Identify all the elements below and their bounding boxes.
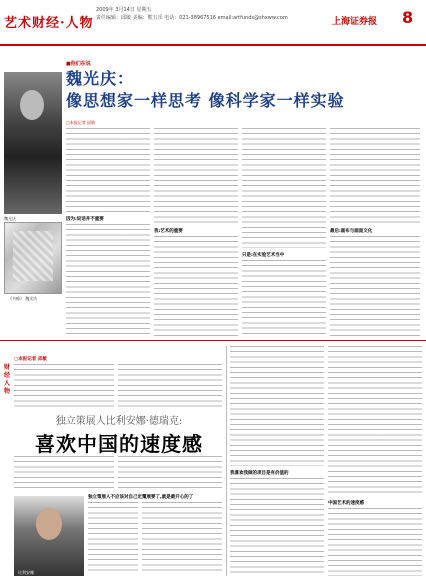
painting-image xyxy=(4,222,62,294)
text-column xyxy=(14,364,114,408)
painting-caption: 《书痴》 魏光庆 xyxy=(8,296,38,301)
text-column xyxy=(230,478,324,576)
text-column xyxy=(66,128,150,214)
text-column xyxy=(88,502,138,574)
article-subhead: 策展要了,就是最开心的了 xyxy=(142,495,194,500)
newspaper-name: 上海证券报 xyxy=(332,17,378,27)
text-column xyxy=(328,508,422,576)
article-headline xyxy=(66,68,416,112)
text-column xyxy=(330,236,420,336)
article-subhead: 因为:说话并不重要 xyxy=(66,217,104,222)
text-column xyxy=(242,128,326,248)
text-column xyxy=(230,346,324,466)
text-column xyxy=(118,456,222,492)
page-number: 8 xyxy=(402,8,414,27)
photo-caption: 比利安娜 xyxy=(18,570,34,575)
article-subhead: 我:艺术的重要 xyxy=(154,229,183,234)
text-column xyxy=(154,128,238,224)
text-column xyxy=(242,260,326,336)
page-header xyxy=(0,0,426,44)
portrait-caption: 魏光庆 xyxy=(4,216,16,221)
article-subhead: 只是:在实验艺术当中 xyxy=(242,253,285,258)
section-title: 艺术财经·人物 xyxy=(4,16,94,31)
portrait-photo xyxy=(4,72,62,214)
text-column xyxy=(330,128,420,224)
column-rule xyxy=(226,346,227,576)
article-subhead: 独立策展人不应该对自己定义 xyxy=(88,495,147,500)
headline-line-2: 像思想家一样思考 像科学家一样实验 xyxy=(66,91,345,110)
article-kicker: ■他们在说 xyxy=(66,61,91,67)
article-byline: □本报记者 邱敏 xyxy=(66,120,96,125)
text-column xyxy=(328,346,422,496)
date-line: 2009年 3月14日 星期五 责任编辑：邱敏 美编：熊五乐 电话：021-38967516 email:artfunds@shxww.com xyxy=(96,7,288,21)
article-headline-small: 独立策展人比利安娜·德瑞克: xyxy=(55,416,183,427)
article-subhead: 最后:画布与画面文化 xyxy=(330,229,373,234)
article-kicker: □本报记者 邱敏 xyxy=(14,357,47,362)
text-column xyxy=(118,364,222,408)
interview-photo xyxy=(14,496,84,576)
article-subhead: 中国艺术的速度感 xyxy=(328,501,364,506)
article-subhead: 我喜欢我做的项目是有价值的 xyxy=(230,471,289,476)
text-column xyxy=(14,456,114,492)
headline-line-1: 魏光庆： xyxy=(66,69,135,88)
text-column xyxy=(142,502,222,574)
section-divider xyxy=(0,340,426,341)
header-divider xyxy=(0,44,426,46)
article-headline: 喜欢中国的速度感 xyxy=(35,432,203,456)
text-column xyxy=(66,224,150,336)
side-label: 财经人物 xyxy=(4,364,11,395)
text-column xyxy=(154,236,238,336)
